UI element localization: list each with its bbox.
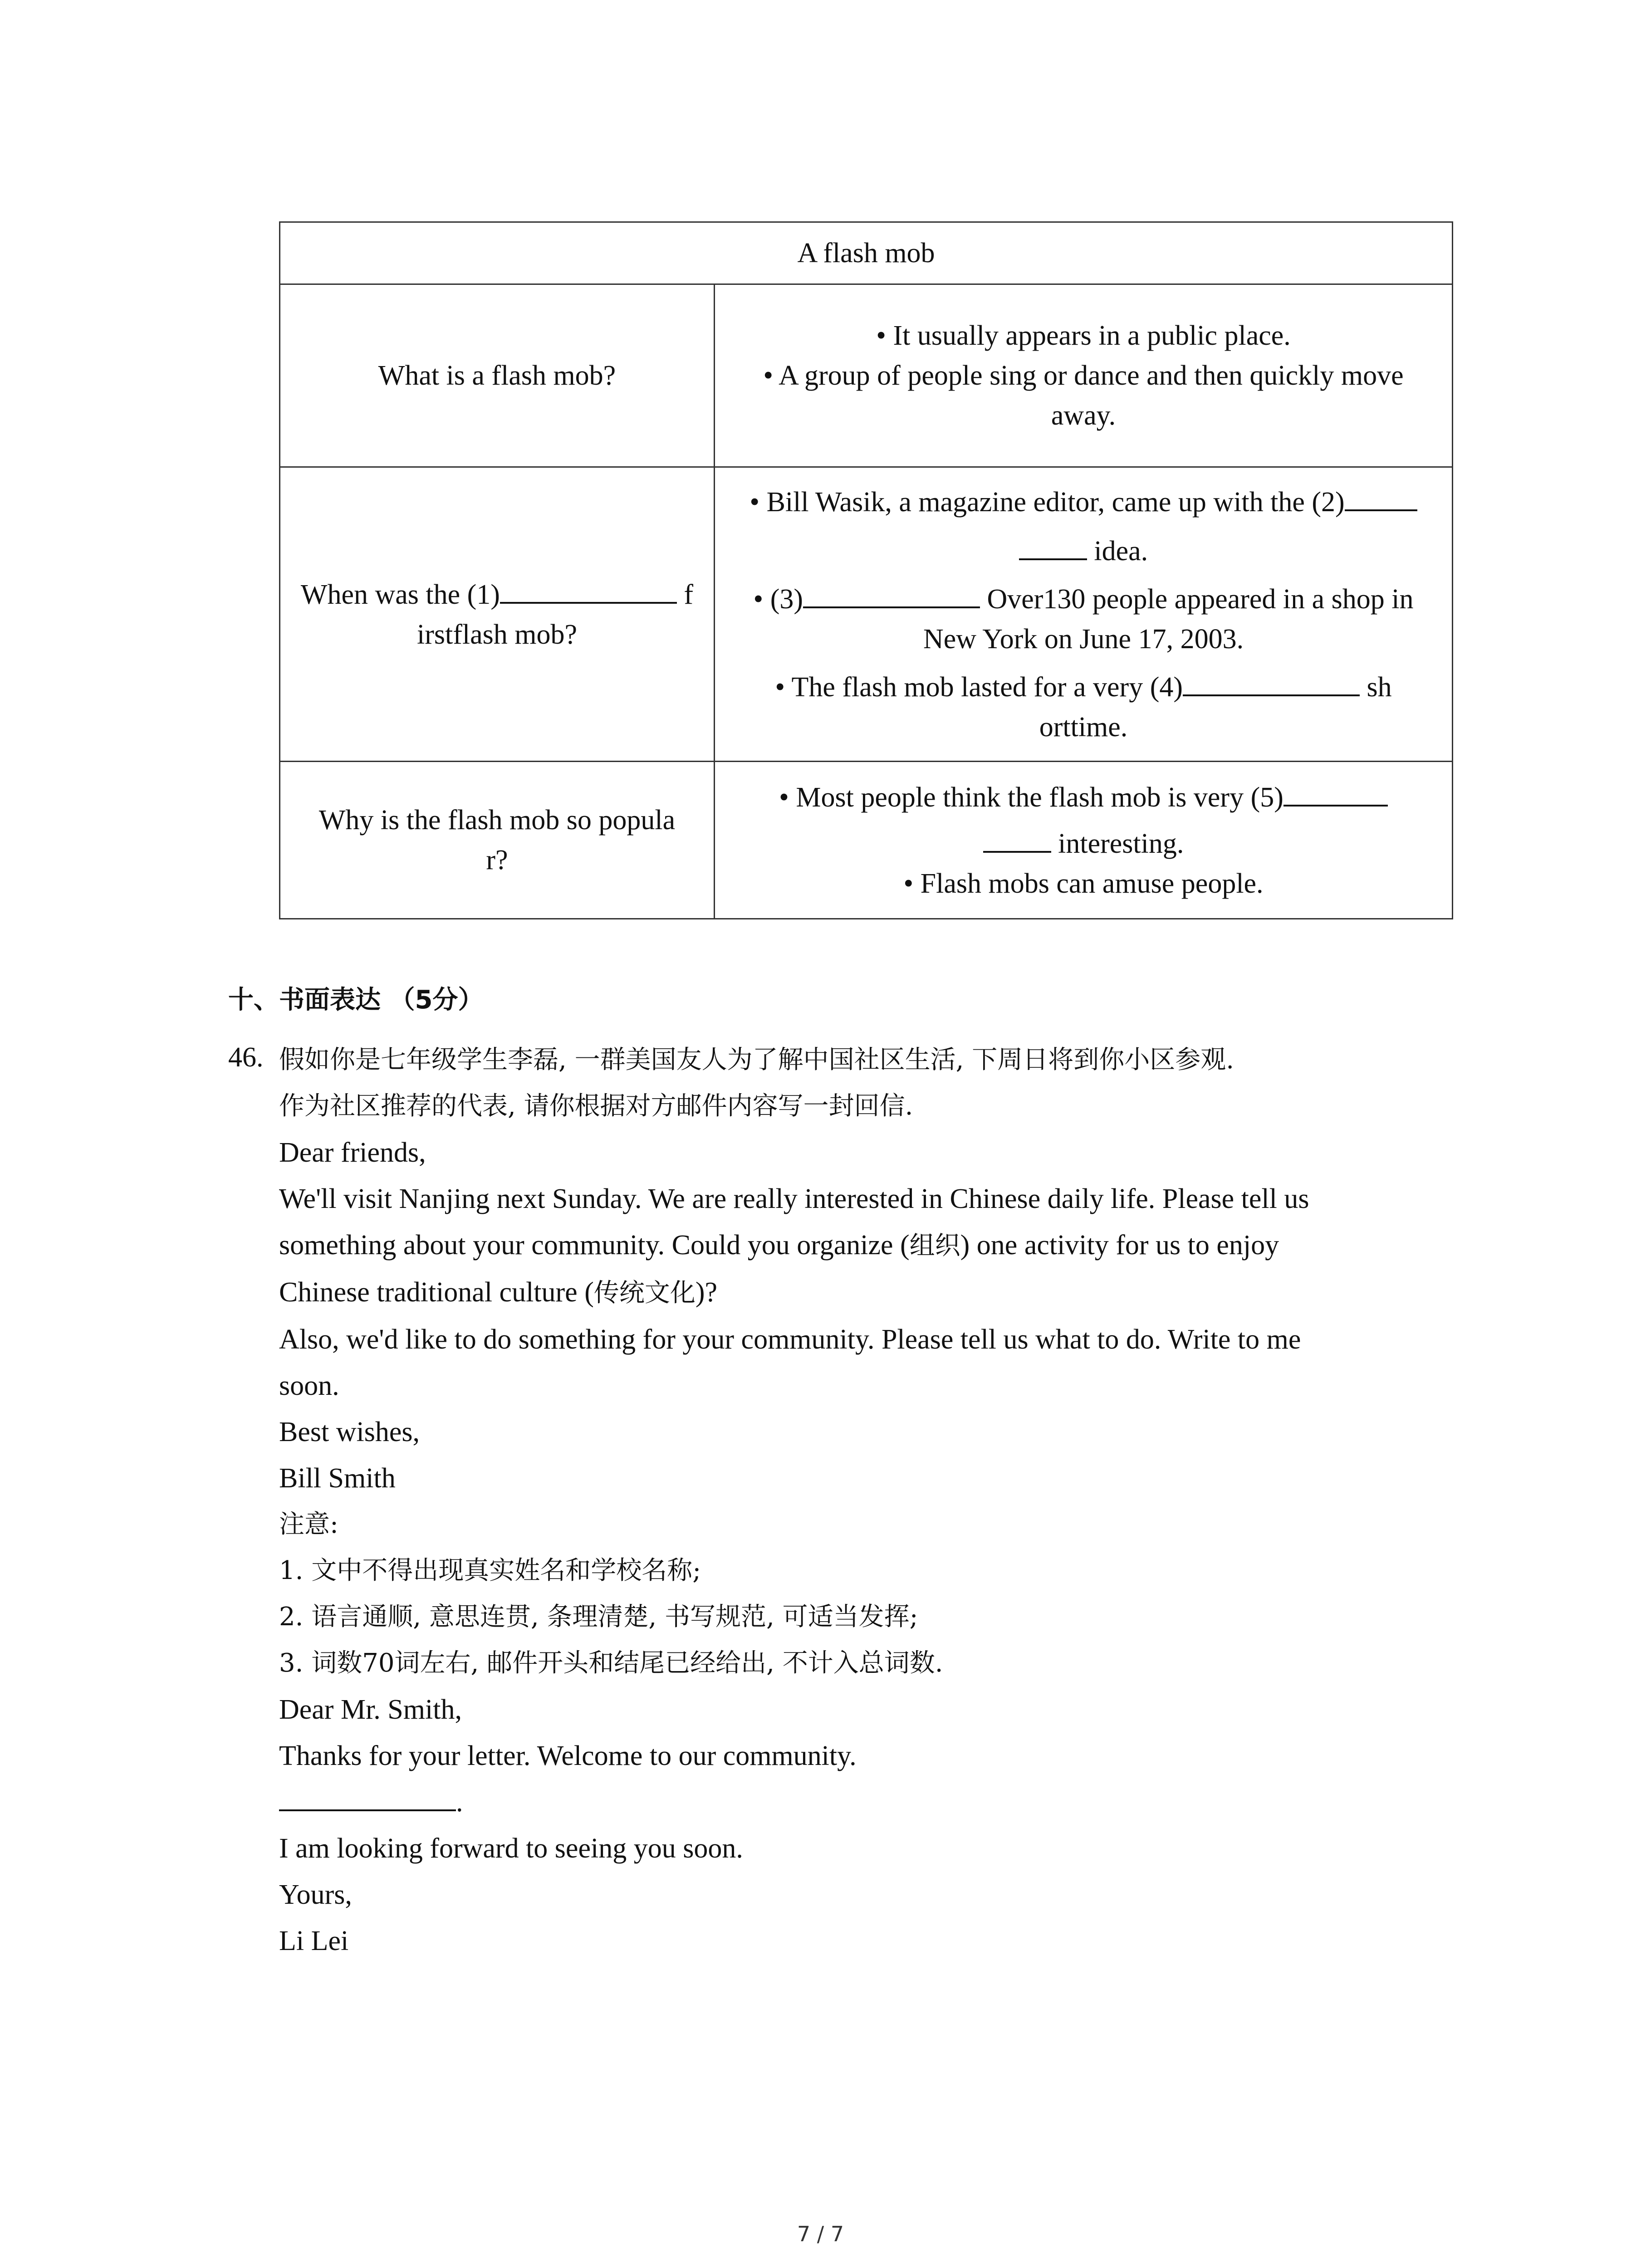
note-item: 2. 语言通顺, 意思连贯, 条理清楚, 书写规范, 可适当发挥; bbox=[279, 1602, 918, 1632]
writing-task bbox=[279, 1037, 1468, 1964]
answer-text: • Flash mobs can amuse people. bbox=[903, 868, 1264, 899]
answer-text: interesting. bbox=[1051, 828, 1184, 859]
question-text: irstflash mob? bbox=[417, 619, 577, 650]
letter-line: Also, we'd like to do something for your community. Please tell us what to do. Write to me bbox=[279, 1324, 1301, 1355]
reply-line: Thanks for your letter. Welcome to our community. bbox=[279, 1740, 857, 1771]
table-row bbox=[280, 467, 1453, 762]
answer-text: orttime. bbox=[1039, 712, 1128, 743]
letter-signature: Bill Smith bbox=[279, 1463, 396, 1494]
letter-line: soon. bbox=[279, 1370, 339, 1401]
answer-blank[interactable] bbox=[279, 1782, 456, 1811]
row-question bbox=[280, 467, 715, 762]
answer-text: • Bill Wasik, a magazine editor, came up with the (2) bbox=[749, 487, 1345, 518]
blank-2b[interactable] bbox=[1019, 530, 1087, 560]
blank-4[interactable] bbox=[1183, 666, 1360, 696]
answer-text: • (3) bbox=[753, 584, 803, 615]
answer-line: away. bbox=[1051, 400, 1116, 431]
answer-text: • The flash mob lasted for a very (4) bbox=[775, 672, 1183, 703]
reply-answer-area[interactable]: . bbox=[279, 1779, 1468, 1825]
letter-line: something about your community. Could you organize (组织) one activity for us to enjoy bbox=[279, 1230, 1279, 1261]
flash-mob-table bbox=[279, 221, 1453, 919]
question-text: f bbox=[676, 579, 694, 610]
question-number: 46. bbox=[228, 1042, 264, 1073]
answer-text: Over130 people appeared in a shop in bbox=[980, 584, 1414, 615]
blank-2a[interactable] bbox=[1345, 481, 1417, 511]
row-answer bbox=[715, 467, 1453, 762]
blank-5b[interactable] bbox=[983, 823, 1051, 853]
letter-greeting: Dear friends, bbox=[279, 1137, 426, 1168]
reply-line: I am looking forward to seeing you soon. bbox=[279, 1833, 743, 1864]
table-row bbox=[280, 284, 1453, 467]
reply-closing: Yours, bbox=[279, 1879, 352, 1910]
note-item: 1. 文中不得出现真实姓名和学校名称; bbox=[279, 1556, 701, 1585]
answer-line: • A group of people sing or dance and then quickly move bbox=[763, 360, 1404, 391]
answer-text: idea. bbox=[1087, 536, 1148, 567]
answer-line: • It usually appears in a public place. bbox=[876, 320, 1291, 351]
question-text: When was the (1) bbox=[300, 579, 500, 610]
question-text: Why is the flash mob so popula bbox=[318, 805, 676, 836]
row-question bbox=[280, 762, 715, 919]
reply-greeting: Dear Mr. Smith, bbox=[279, 1694, 462, 1725]
letter-closing: Best wishes, bbox=[279, 1417, 420, 1447]
reply-signature: Li Lei bbox=[279, 1926, 349, 1956]
task-prompt: 假如你是七年级学生李磊, 一群美国友人为了解中国社区生活, 下周日将到你小区参观. bbox=[279, 1045, 1234, 1075]
row-answer bbox=[715, 762, 1453, 919]
question-text: r? bbox=[486, 845, 508, 875]
blank-5a[interactable] bbox=[1283, 777, 1388, 807]
note-item: 3. 词数70词左右, 邮件开头和结尾已经给出, 不计入总词数. bbox=[279, 1648, 943, 1678]
row-answer bbox=[715, 284, 1453, 467]
blank-3[interactable] bbox=[803, 578, 980, 608]
letter-line: We'll visit Nanjing next Sunday. We are really interested in Chinese daily life. Please tell us bbox=[279, 1183, 1309, 1214]
answer-text: sh bbox=[1359, 672, 1392, 703]
row-question: What is a flash mob? bbox=[280, 284, 715, 467]
table-title: A flash mob bbox=[280, 222, 1453, 284]
section-heading: 十、书面表达 （5分） bbox=[228, 985, 484, 1015]
task-prompt: 作为社区推荐的代表, 请你根据对方邮件内容写一封回信. bbox=[279, 1091, 913, 1121]
letter-line: Chinese traditional culture (传统文化)? bbox=[279, 1277, 718, 1308]
blank-1[interactable] bbox=[500, 574, 677, 604]
answer-text: New York on June 17, 2003. bbox=[923, 624, 1244, 655]
notes-title: 注意: bbox=[279, 1510, 338, 1539]
answer-text: • Most people think the flash mob is very (5) bbox=[779, 782, 1283, 813]
table-row bbox=[280, 762, 1453, 919]
page-number: 7 / 7 bbox=[797, 2222, 844, 2246]
